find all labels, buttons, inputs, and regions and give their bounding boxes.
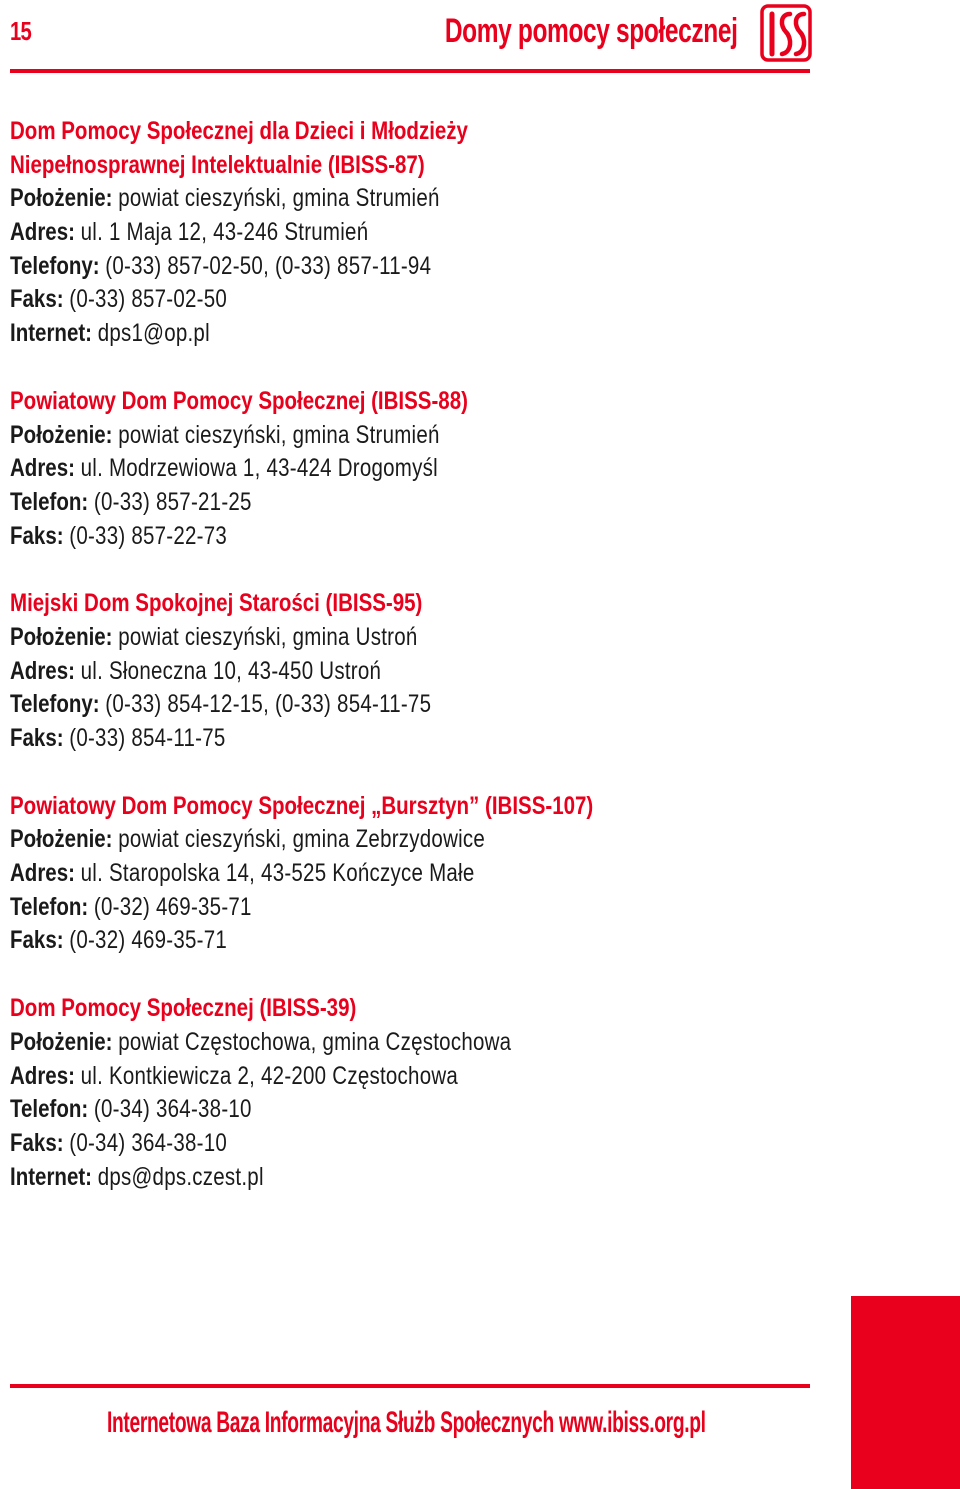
institution-list xyxy=(10,115,810,1228)
field-label: Adres: xyxy=(10,1061,75,1090)
field-row xyxy=(10,1093,814,1127)
field-row xyxy=(10,182,814,216)
field-label: Adres: xyxy=(10,656,75,685)
institution-entry xyxy=(10,587,810,755)
field-value: powiat cieszyński, gmina Strumień xyxy=(118,184,440,213)
field-row xyxy=(10,317,814,351)
field-row xyxy=(10,216,814,250)
field-label: Położenie: xyxy=(10,825,113,854)
field-value: (0-33) 857-02-50 xyxy=(69,285,228,314)
email-value[interactable]: dps1@op.pl xyxy=(97,319,210,348)
field-row xyxy=(10,1060,814,1094)
field-label: Telefon: xyxy=(10,487,89,516)
field-row xyxy=(10,655,814,689)
ibiss-logo-icon xyxy=(760,4,812,64)
field-label: Faks: xyxy=(10,1128,64,1157)
field-label: Położenie: xyxy=(10,622,113,651)
institution-name: Dom Pomocy Społecznej dla Dzieci i Młodzieży xyxy=(10,117,468,145)
field-row xyxy=(10,452,814,486)
field-row xyxy=(10,722,814,756)
institution-entry xyxy=(10,385,810,553)
field-value: (0-32) 469-35-71 xyxy=(93,892,252,921)
field-row xyxy=(10,857,814,891)
field-label: Faks: xyxy=(10,285,64,314)
field-value: ul. 1 Maja 12, 43-246 Strumień xyxy=(80,218,369,247)
field-label: Faks: xyxy=(10,724,64,752)
field-value: powiat cieszyński, gmina Zebrzydowice xyxy=(118,825,486,854)
field-value: powiat cieszyński, gmina Strumień xyxy=(118,420,440,449)
field-label: Położenie: xyxy=(10,420,113,449)
field-value: powiat Częstochowa, gmina Częstochowa xyxy=(118,1027,512,1056)
field-value: (0-33) 854-12-15, (0-33) 854-11-75 xyxy=(105,690,432,719)
institution-entry xyxy=(10,790,810,958)
field-label: Położenie: xyxy=(10,184,113,213)
field-value: ul. Kontkiewicza 2, 42-200 Częstochowa xyxy=(80,1061,459,1090)
institution-entry xyxy=(10,115,810,351)
field-label: Telefony: xyxy=(10,690,100,719)
field-row xyxy=(10,823,814,857)
field-label: Telefon: xyxy=(10,1095,89,1124)
field-label: Położenie: xyxy=(10,1027,113,1056)
field-label: Faks: xyxy=(10,521,64,550)
institution-name: Dom Pomocy Społecznej (IBISS-39) xyxy=(10,994,357,1023)
field-value: ul. Modrzewiowa 1, 43-424 Drogomyśl xyxy=(80,454,438,483)
field-label: Adres: xyxy=(10,454,75,483)
field-value: ul. Staropolska 14, 43-525 Kończyce Małe xyxy=(80,859,475,888)
field-row xyxy=(10,250,814,284)
field-row xyxy=(10,520,814,554)
institution-name: Powiatowy Dom Pomocy Społecznej „Bursztyn” (IBISS-107) xyxy=(10,791,594,820)
institution-name: Niepełnosprawnej Intelektualnie (IBISS-87) xyxy=(10,150,425,179)
field-row xyxy=(10,924,814,958)
field-label: Telefon: xyxy=(10,892,89,921)
field-label: Adres: xyxy=(10,859,75,888)
header-divider xyxy=(10,69,810,73)
field-label: Faks: xyxy=(10,926,64,955)
institution-name: Powiatowy Dom Pomocy Społecznej (IBISS-88) xyxy=(10,386,468,415)
field-row xyxy=(10,283,814,317)
field-value: ul. Słoneczna 10, 43-450 Ustroń xyxy=(80,656,382,685)
field-row xyxy=(10,1161,814,1195)
field-value: (0-32) 469-35-71 xyxy=(69,926,228,955)
field-label: Adres: xyxy=(10,218,75,247)
institution-entry xyxy=(10,992,810,1194)
field-row xyxy=(10,688,814,722)
corner-decoration xyxy=(851,1296,960,1489)
page-number: 15 xyxy=(10,16,31,46)
field-value: (0-33) 857-22-73 xyxy=(69,521,228,550)
field-value: (0-34) 364-38-10 xyxy=(93,1095,252,1124)
page-title: Domy pomocy społecznej xyxy=(445,12,738,50)
field-value: (0-33) 854-11-75 xyxy=(69,724,226,752)
institution-name: Miejski Dom Spokojnej Starości (IBISS-95) xyxy=(10,589,423,618)
field-row xyxy=(10,891,814,925)
field-row xyxy=(10,486,814,520)
footer-text: Internetowa Baza Informacyjna Służb Społecznych www.ibiss.org.pl xyxy=(107,1406,706,1439)
field-value: powiat cieszyński, gmina Ustroń xyxy=(118,622,418,651)
field-label: Internet: xyxy=(10,319,92,348)
field-label: Internet: xyxy=(10,1162,92,1191)
email-value[interactable]: dps@dps.czest.pl xyxy=(97,1162,264,1191)
field-row xyxy=(10,1127,814,1161)
field-value: (0-33) 857-21-25 xyxy=(93,487,252,516)
footer-divider xyxy=(10,1384,810,1388)
field-row xyxy=(10,621,814,655)
field-value: (0-33) 857-02-50, (0-33) 857-11-94 xyxy=(105,251,432,280)
field-row xyxy=(10,419,814,453)
field-label: Telefony: xyxy=(10,251,100,280)
field-value: (0-34) 364-38-10 xyxy=(69,1128,228,1157)
field-row xyxy=(10,1026,814,1060)
